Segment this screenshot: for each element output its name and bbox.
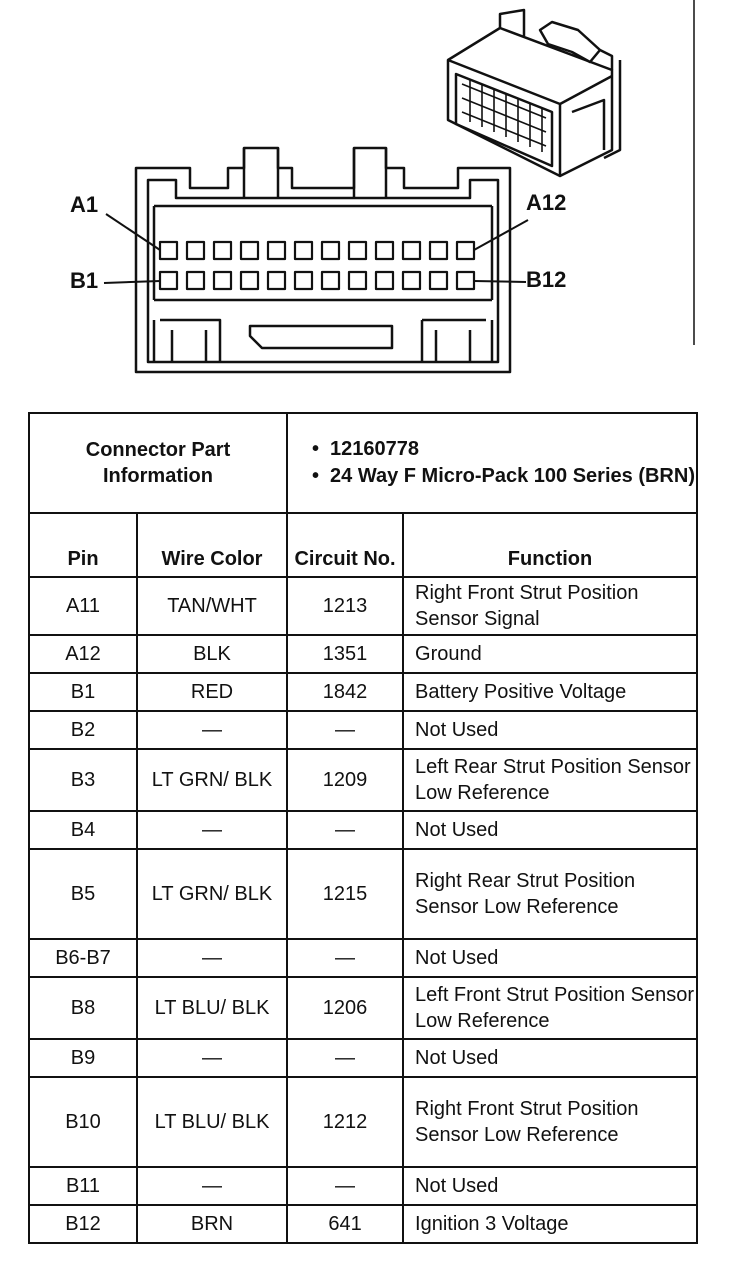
connector-info-list [306,436,696,490]
pin-label-a1: A1 [70,192,99,217]
table-row [29,811,697,849]
circuit-no-cell: — [287,811,403,849]
wire-color-cell: — [137,811,287,849]
pin-cell: B5 [29,849,137,939]
wire-color-cell: LT BLU/ BLK [137,977,287,1039]
connector-diagram [0,0,752,400]
function-cell: Not Used [403,1039,697,1077]
connector-pinout-table [28,412,698,1244]
pin-label-b12: B12 [526,267,567,292]
pin-cell: B1 [29,673,137,711]
connector-face-drawing [0,0,752,400]
circuit-no-cell: 1206 [287,977,403,1039]
connector-3d-view [448,10,620,176]
circuit-no-cell: 1209 [287,749,403,811]
pin-cell: B6-B7 [29,939,137,977]
pin-cell: A12 [29,635,137,673]
table-row [29,1205,697,1243]
wire-color-cell: LT BLU/ BLK [137,1077,287,1167]
wire-color-cell: — [137,939,287,977]
table-row [29,635,697,673]
part-number: • 12160778 [306,436,696,463]
function-cell: Not Used [403,811,697,849]
wire-color-cell: RED [137,673,287,711]
wire-color-cell: TAN/WHT [137,577,287,635]
function-cell: Ignition 3 Voltage [403,1205,697,1243]
function-cell: Right Front Strut Position Sensor Signal [403,577,697,635]
pin-cell: B8 [29,977,137,1039]
circuit-no-cell: 641 [287,1205,403,1243]
pin-cell: B10 [29,1077,137,1167]
circuit-no-cell: 1351 [287,635,403,673]
header-wire-color: Wire Color [137,513,287,577]
pin-cell: B3 [29,749,137,811]
pin-cell: B4 [29,811,137,849]
table-row [29,977,697,1039]
connector-description: • 24 Way F Micro-Pack 100 Series (BRN) [306,463,696,490]
circuit-no-cell: — [287,1039,403,1077]
table-row [29,1167,697,1205]
table-row [29,1039,697,1077]
column-header-row [29,513,697,577]
wire-color-cell: — [137,1039,287,1077]
function-cell: Right Front Strut Position Sensor Low Reference [403,1077,697,1167]
pin-label-b1: B1 [70,268,99,293]
circuit-no-cell: — [287,1167,403,1205]
connector-info-cell [287,413,697,513]
wire-color-cell: LT GRN/ BLK [137,749,287,811]
circuit-no-cell: 1215 [287,849,403,939]
pin-cell: B2 [29,711,137,749]
wire-color-cell: BRN [137,1205,287,1243]
table-row [29,1077,697,1167]
wire-color-cell: — [137,1167,287,1205]
circuit-no-cell: — [287,711,403,749]
info-row [29,413,697,513]
circuit-no-cell: 1842 [287,673,403,711]
table-row [29,673,697,711]
function-cell: Left Front Strut Position Sensor Low Reference [403,977,697,1039]
function-cell: Not Used [403,939,697,977]
pinout-rows [29,577,697,1243]
wire-color-cell: — [137,711,287,749]
pin-cell: A11 [29,577,137,635]
function-cell: Battery Positive Voltage [403,673,697,711]
pin-label-a12: A12 [526,190,567,215]
header-pin: Pin [29,513,137,577]
table-row [29,577,697,635]
function-cell: Right Rear Strut Position Sensor Low Reference [403,849,697,939]
table-row [29,749,697,811]
header-function: Function [403,513,697,577]
wire-color-cell: BLK [137,635,287,673]
function-cell: Not Used [403,1167,697,1205]
header-circuit-no: Circuit No. [287,513,403,577]
circuit-no-cell: — [287,939,403,977]
wire-color-cell: LT GRN/ BLK [137,849,287,939]
circuit-no-cell: 1213 [287,577,403,635]
pin-cell: B9 [29,1039,137,1077]
pin-cell: B11 [29,1167,137,1205]
function-cell: Left Rear Strut Position Sensor Low Reference [403,749,697,811]
table-row [29,939,697,977]
circuit-no-cell: 1212 [287,1077,403,1167]
function-cell: Not Used [403,711,697,749]
pin-cell: B12 [29,1205,137,1243]
function-cell: Ground [403,635,697,673]
table-row [29,849,697,939]
connector-info-label: Connector Part Information [29,413,287,513]
table-row [29,711,697,749]
